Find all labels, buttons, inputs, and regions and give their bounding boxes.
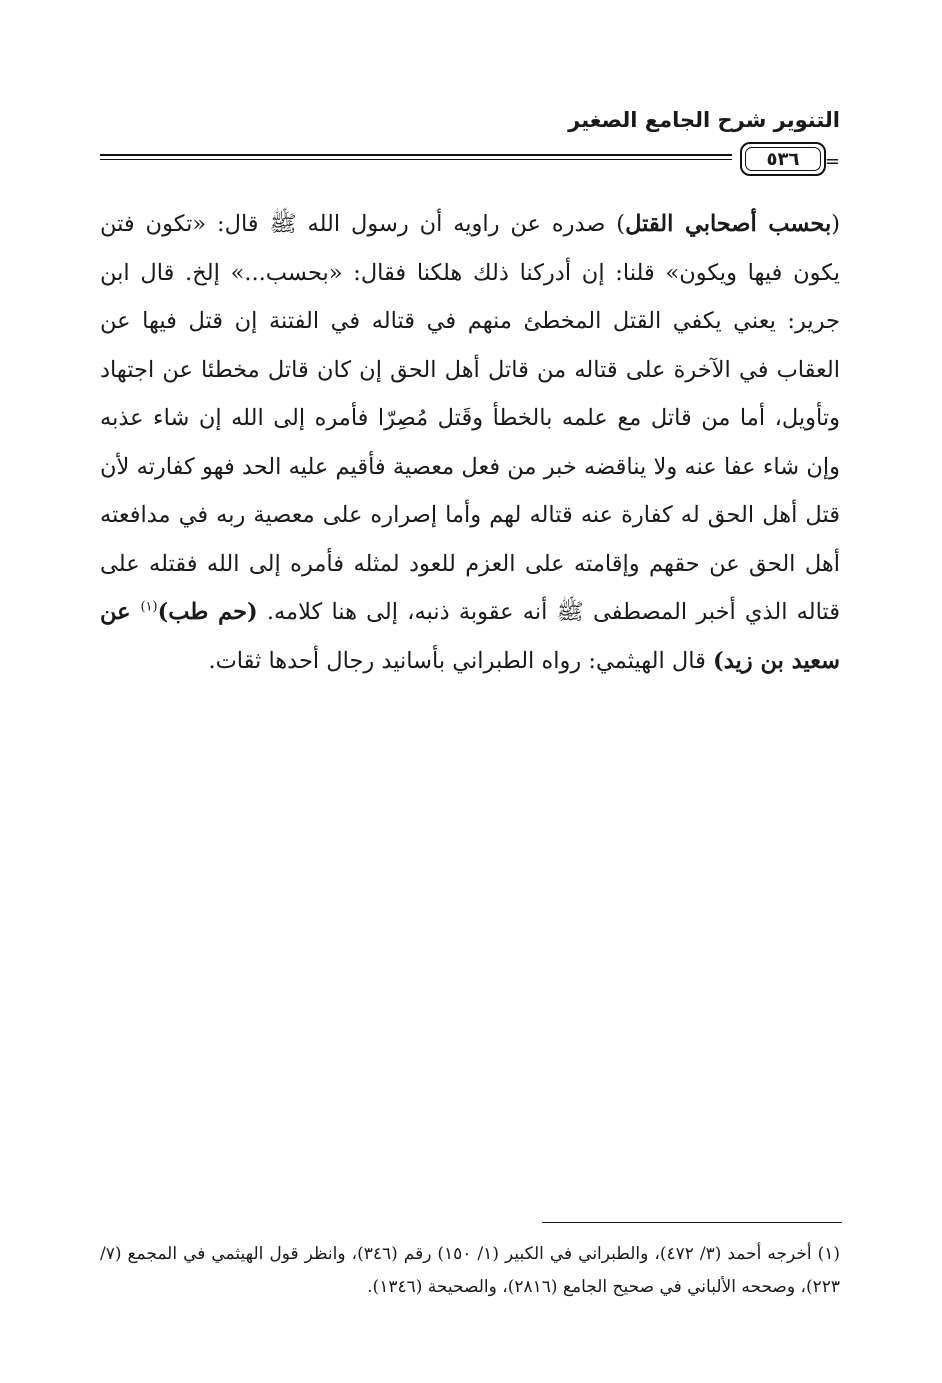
entry-open-paren: ( bbox=[831, 211, 840, 237]
hadith-title: بحسب أصحابي القتل bbox=[625, 211, 832, 237]
header-rule-thick bbox=[100, 154, 732, 156]
grading-text: قال الهيثمي: رواه الطبراني بأسانيد رجال أحدها ثقات. bbox=[208, 647, 714, 674]
book-title: التنوير شرح الجامع الصغير bbox=[568, 108, 840, 132]
main-text bbox=[100, 200, 840, 685]
footnote-1: (١) أخرجه أحمد (٣/ ٤٧٢)، والطبراني في الكبير (١/ ١٥٠) رقم (٣٤٦)، وانظر قول الهيثمي في المجمع (٧/ ٢٢٣)، وصححه الألباني في صحيح الجامع (٢٨١٦)، والصحيحة (١٣٤٦). bbox=[100, 1244, 840, 1297]
page-number-frame bbox=[740, 142, 826, 176]
header-dash: = bbox=[824, 151, 840, 172]
footnote-ref-1[interactable]: (١) bbox=[140, 599, 158, 615]
page-number: ٥٣٦ bbox=[745, 147, 821, 171]
page-header bbox=[100, 108, 840, 178]
entry-close-paren: ) bbox=[616, 211, 626, 237]
source-abbrev: (حم طب) bbox=[157, 599, 258, 625]
header-rule bbox=[100, 146, 840, 176]
narrator: عن سعيد بن زيد) bbox=[100, 599, 840, 674]
commentary-text: صدره عن راويه أن رسول الله ﷺ قال: «تكون فتن يكون فيها ويكون» قلنا: إن أدركنا ذلك هلكنا فقال: «بحسب...» إلخ. قال ابن جرير: يعني يكفي القتل المخطئ منهم في قتاله في الفتنة إن قتل فيها عن العقاب في الآخرة على قتاله من قاتل أهل الحق إن كان قاتل مخطئا عن اجتهاد وتأويل، أما من قاتل مع علمه بالخطأ وقَتل مُصِرّا فأمره إلى الله إن شاء عذبه وإن شاء عفا عنه ولا يناقضه خبر من فعل معصية فأقيم عليه الحد فهو كفارته لأن قتل أهل الحق له كفارة عنه قتاله لهم وأما إصراره على معصية ربه في مدافعته أهل الحق عن حقهم وإقامته على العزم للعود لمثله فأمره إلى الله فقتله على قتاله الذي أخبر المصطفى ﷺ أنه عقوبة ذنبه، إلى هنا كلامه. bbox=[100, 211, 840, 625]
footnote-separator bbox=[542, 1222, 842, 1223]
footnotes bbox=[100, 1238, 840, 1304]
header-rule-thin bbox=[100, 159, 732, 160]
